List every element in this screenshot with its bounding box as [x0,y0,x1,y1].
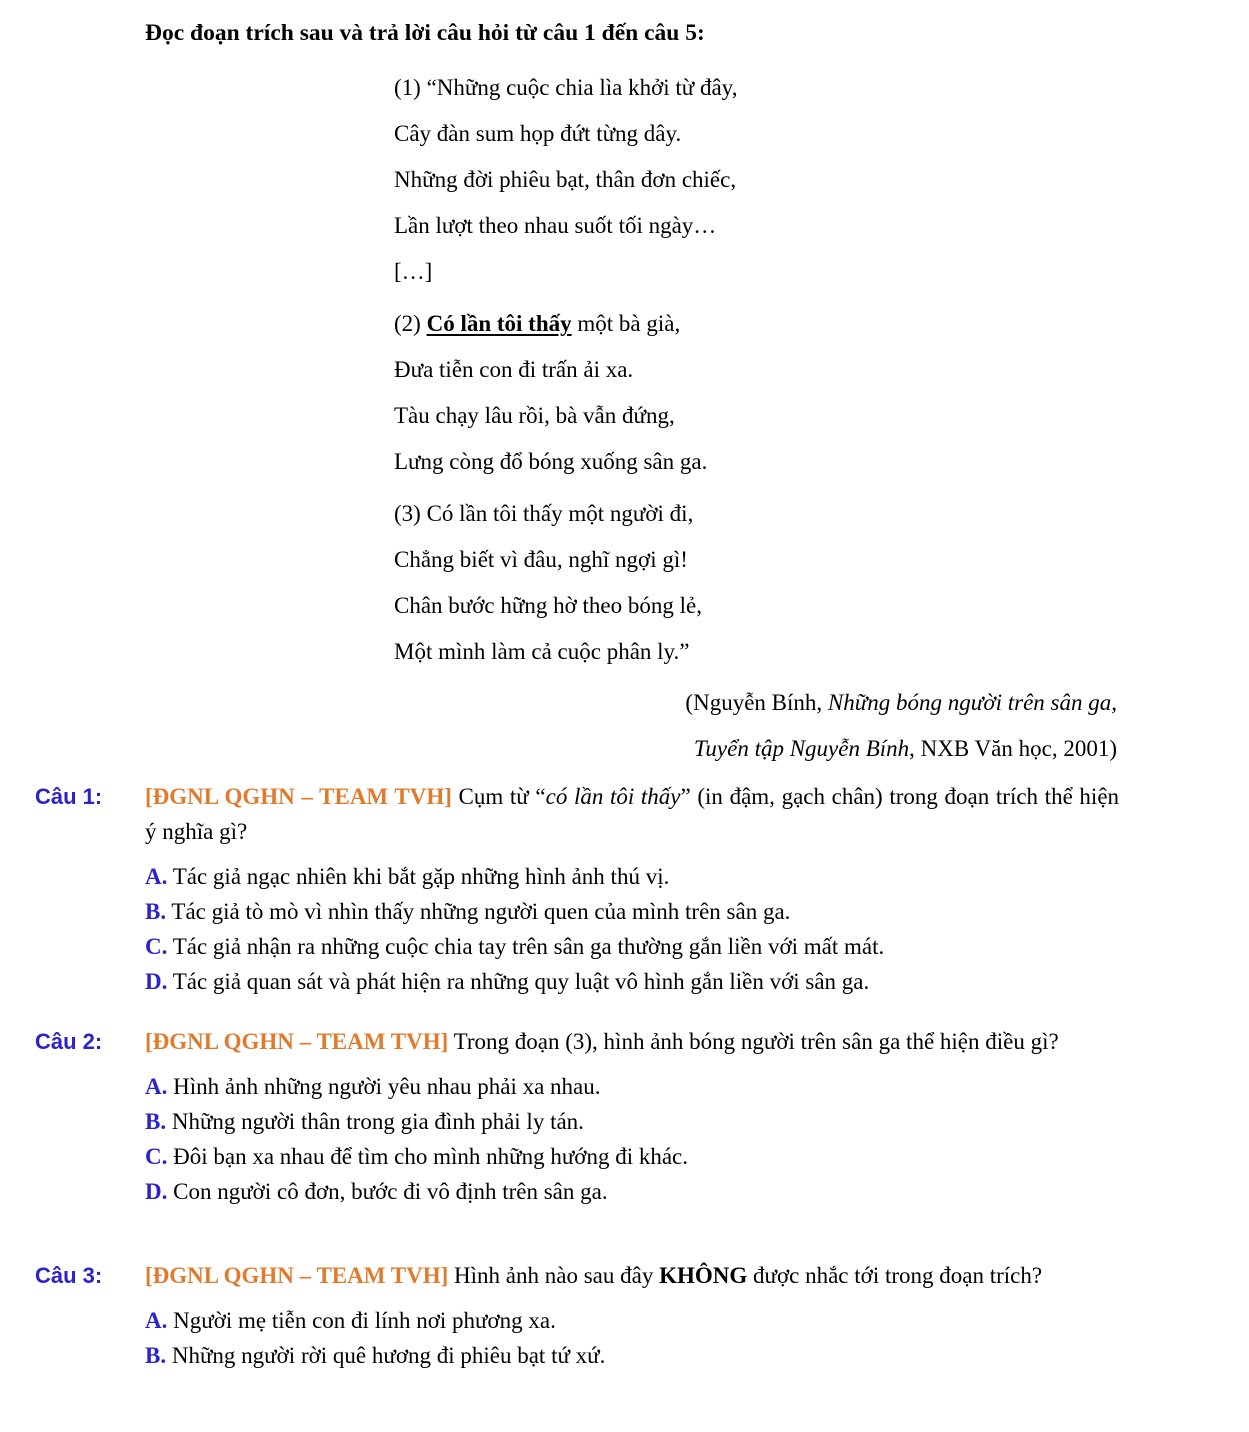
citation-line-1 [685,680,1117,726]
answer-choices [145,1303,1119,1373]
poem-stanza-1 [394,70,1154,300]
citation-publisher: , NXB Văn học, 2001) [909,736,1117,761]
choice-text: Tác giả ngạc nhiên khi bắt gặp những hình ảnh thú vị. [167,864,670,889]
poem-line: Một mình làm cả cuộc phân ly.” [394,639,690,664]
choice-letter: B. [145,1109,167,1134]
poem-line: Cây đàn sum họp đứt từng dây. [394,121,682,146]
quoted-phrase: có lần tôi thấy [545,784,681,809]
question-3 [35,1258,1119,1373]
poem-line-prefix: (2) [394,311,427,336]
answer-choice-a[interactable] [145,859,1119,894]
poem-line: (1) “Những cuộc chia lìa khởi từ đây, [394,75,738,100]
question-tag: [ĐGNL QGHN – TEAM TVH] [145,1263,449,1288]
question-text-part: Hình ảnh nào sau đây [448,1263,660,1288]
question-tag: [ĐGNL QGHN – TEAM TVH] [145,1029,449,1054]
poem-line: Lần lượt theo nhau suốt tối ngày… [394,213,717,238]
poem-line: (3) Có lần tôi thấy một người đi, [394,501,694,526]
answer-choice-a[interactable] [145,1069,1119,1104]
choice-letter: D. [145,1179,168,1204]
poem-line: Đưa tiễn con đi trấn ải xa. [394,357,634,382]
question-label: Câu 3: [35,1263,103,1288]
poem-line: Lưng còng đổ bóng xuống sân ga. [394,449,708,474]
question-text-part: Trong đoạn (3), hình ảnh bóng người trên sân ga thể hiện điều gì? [448,1029,1059,1054]
citation-title: Những bóng người trên sân ga, [827,690,1117,715]
choice-text: Hình ảnh những người yêu nhau phải xa nhau. [167,1074,601,1099]
answer-choice-d[interactable] [145,1174,1119,1209]
choice-letter: A. [145,1308,168,1333]
citation-collection: Tuyển tập Nguyễn Bính [693,736,910,761]
question-text-part: được nhắc tới trong đoạn trích? [747,1263,1043,1288]
answer-choice-b[interactable] [145,1104,1119,1139]
answer-choice-b[interactable] [145,894,1119,929]
choice-text: Những người thân trong gia đình phải ly tán. [166,1109,584,1134]
choice-text: Tác giả quan sát và phát hiện ra những quy luật vô hình gắn liền với sân ga. [167,969,870,994]
answer-choice-b[interactable] [145,1338,1119,1373]
answer-choices [145,859,1119,999]
choice-text: Người mẹ tiễn con đi lính nơi phương xa. [167,1308,556,1333]
answer-choice-d[interactable] [145,964,1119,999]
instruction-heading: Đọc đoạn trích sau và trả lời câu hỏi từ câu 1 đến câu 5: [145,20,705,46]
choice-text: Con người cô đơn, bước đi vô định trên sân ga. [167,1179,608,1204]
poem-stanza-3 [394,496,1154,680]
question-1 [35,779,1119,999]
citation-line-2 [685,726,1117,772]
choice-letter: A. [145,1074,168,1099]
question-text [145,779,1119,849]
answer-choice-c[interactable] [145,929,1119,964]
question-tag: [ĐGNL QGHN – TEAM TVH] [145,784,452,809]
poem-line: Chân bước hững hờ theo bóng lẻ, [394,593,702,618]
poem-stanza-2 [394,306,1154,490]
question-label: Câu 1: [35,784,103,809]
answer-choice-c[interactable] [145,1139,1119,1174]
citation-author: (Nguyễn Bính, [685,690,828,715]
choice-text: Đôi bạn xa nhau để tìm cho mình những hướng đi khác. [167,1144,689,1169]
emphasized-word: KHÔNG [659,1263,748,1288]
choice-text: Tác giả tò mò vì nhìn thấy những người quen của mình trên sân ga. [166,899,791,924]
choice-letter: A. [145,864,168,889]
choice-text: Những người rời quê hương đi phiêu bạt tứ xứ. [166,1343,606,1368]
source-citation [685,680,1117,772]
poem-ellipsis: […] [394,259,433,284]
answer-choices [145,1069,1119,1209]
question-label: Câu 2: [35,1029,103,1054]
poem-line: Chẳng biết vì đâu, nghĩ ngợi gì! [394,547,688,572]
choice-letter: C. [145,934,168,959]
question-text-part: ” (in đậm, gạch chân) trong đoạn trích thể hiện ý nghĩa gì? [145,784,1120,844]
question-text [145,1024,1119,1059]
poem-line [394,306,1154,352]
question-text-part: Cụm từ “ [451,784,546,809]
question-2 [35,1024,1119,1209]
poem-line: Những đời phiêu bạt, thân đơn chiếc, [394,167,737,192]
question-text [145,1258,1119,1293]
poem-line-suffix: một bà già, [571,311,681,336]
choice-letter: D. [145,969,168,994]
poem-excerpt [394,70,1154,686]
choice-letter: B. [145,899,167,924]
emphasized-phrase: Có lần tôi thấy [426,311,572,336]
poem-line: Tàu chạy lâu rồi, bà vẫn đứng, [394,403,675,428]
choice-text: Tác giả nhận ra những cuộc chia tay trên sân ga thường gắn liền với mất mát. [167,934,885,959]
answer-choice-a[interactable] [145,1303,1119,1338]
choice-letter: B. [145,1343,167,1368]
choice-letter: C. [145,1144,168,1169]
